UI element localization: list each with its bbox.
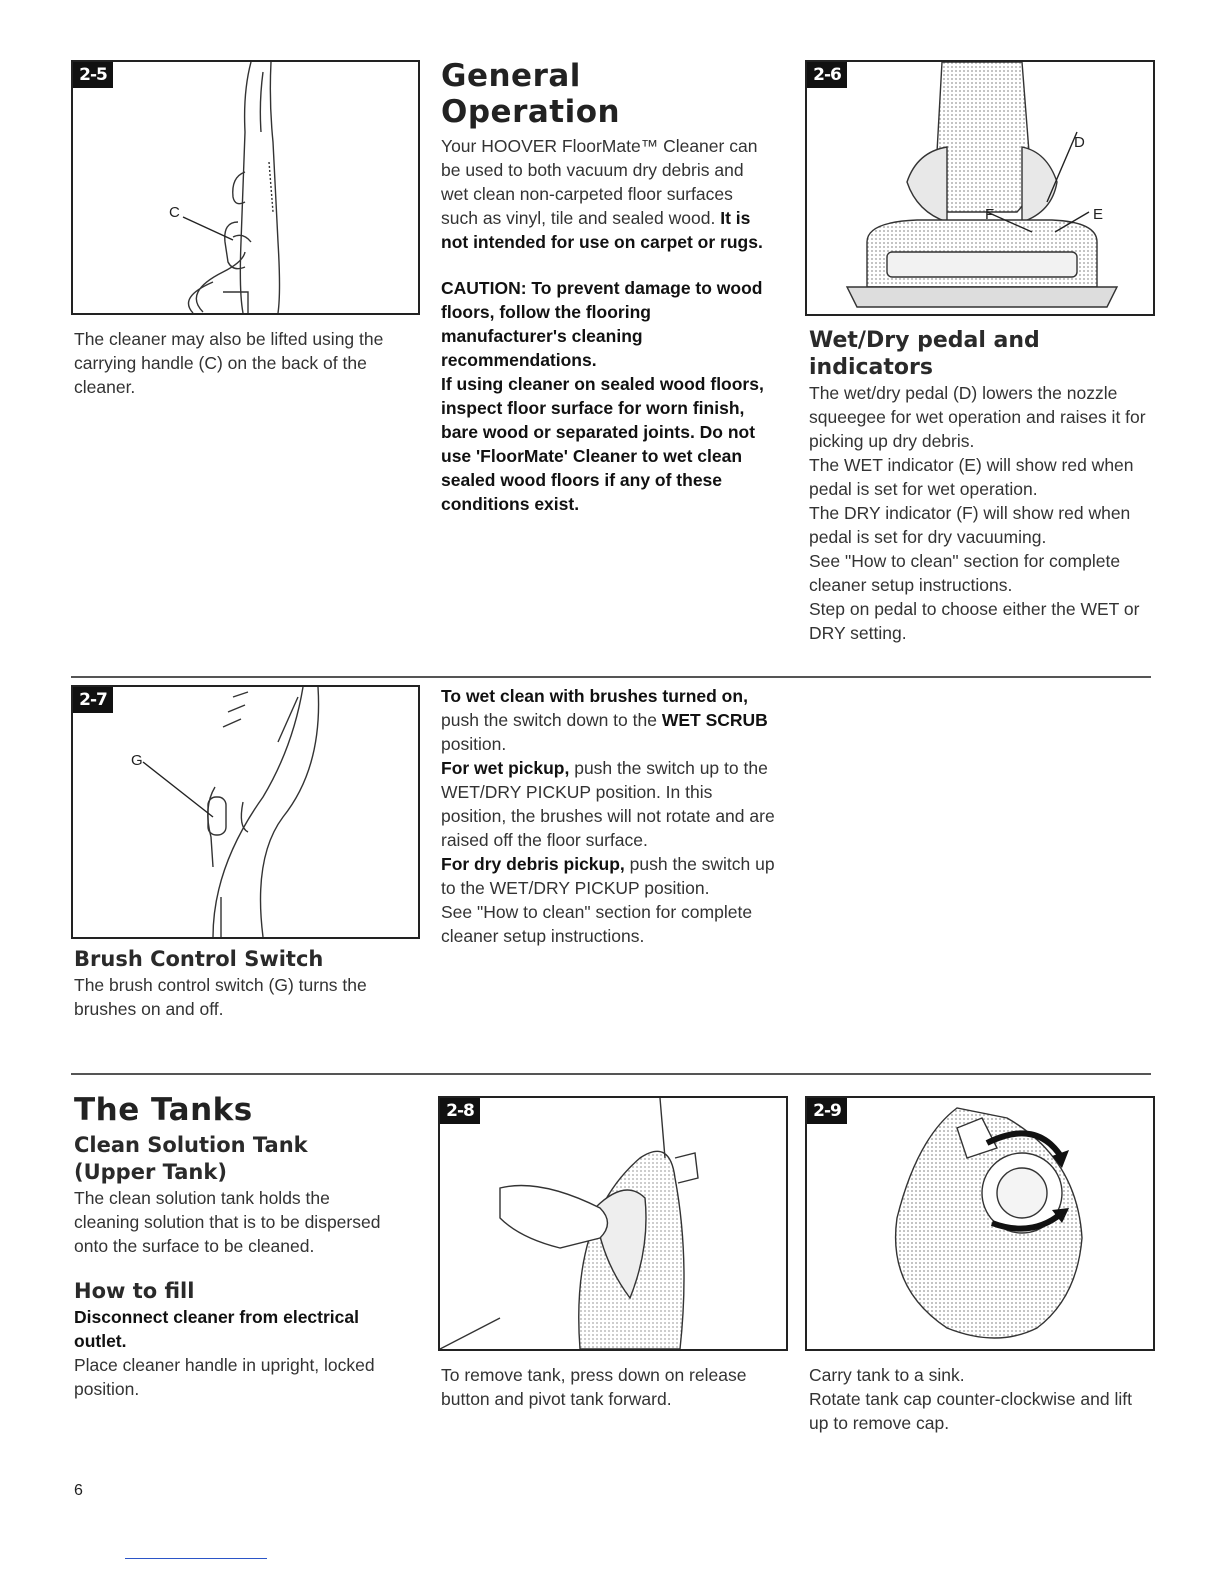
caution-text: CAUTION: To prevent damage to wood floors, follow the flooring manufacturer's cleaning recommendations. <box>441 278 763 370</box>
figure-badge: 2-8 <box>440 1098 480 1124</box>
figure-badge: 2-5 <box>73 62 113 88</box>
disconnect-warning: Disconnect cleaner from electrical outlet. <box>74 1307 359 1351</box>
wet-dry-section <box>809 327 1154 645</box>
cleaner-pedal-illustration <box>807 62 1153 314</box>
sealed-wood-warning: If using cleaner on sealed wood floors, inspect floor surface for worn finish, bare wood or separated joints. Do not use 'FloorMate' Cleaner to wet clean sealed wood floors if any of these conditions exist. <box>441 374 764 514</box>
brush-p4: See "How to clean" section for complete cleaner setup instructions. <box>441 902 753 946</box>
intro-text: Your HOOVER FloorMate™ Cleaner can be used to both vacuum dry debris and wet clean non-carpeted floor surfaces such as vinyl, tile and sealed wood. <box>441 136 758 228</box>
brush-p1-bold: To wet clean with brushes turned on, <box>441 686 748 706</box>
callout-f: F <box>985 206 995 223</box>
tank-cap-illustration <box>807 1098 1153 1349</box>
brush-instructions <box>441 684 781 948</box>
brush-p2 <box>441 756 781 852</box>
section-divider-2 <box>71 1073 1151 1075</box>
callout-d: D <box>1074 134 1085 151</box>
footer-link-line <box>125 1558 267 1559</box>
wet-scrub-label: WET SCRUB <box>661 710 768 730</box>
figure-2-7 <box>71 685 420 939</box>
brush-switch-illustration <box>73 687 418 937</box>
figure-badge: 2-9 <box>807 1098 847 1124</box>
remove-tank-illustration <box>440 1098 786 1349</box>
figure-2-8-caption: To remove tank, press down on release button and pivot tank forward. <box>441 1365 747 1409</box>
figure-2-5 <box>71 60 420 315</box>
general-operation-title: General Operation <box>441 58 621 130</box>
intro-bold-text: It is not intended for use on carpet or rugs. <box>441 208 763 252</box>
brush-p3 <box>441 852 781 900</box>
tanks-title: The Tanks <box>74 1092 253 1128</box>
wet-dry-title: Wet/Dry pedal and indicators <box>809 328 1040 380</box>
how-to-fill-title: How to fill <box>74 1279 195 1303</box>
callout-e: E <box>1093 206 1104 223</box>
tanks-section <box>74 1092 424 1401</box>
brush-p1-b: position. <box>441 734 507 754</box>
page-number: 6 <box>74 1482 83 1499</box>
figure-2-6 <box>805 60 1155 316</box>
brush-p1 <box>441 684 781 756</box>
wet-dry-p2: The WET indicator (E) will show red when pedal is set for wet operation. <box>809 455 1134 499</box>
brush-p2-bold: For wet pickup, <box>441 758 570 778</box>
figure-badge: 2-6 <box>807 62 847 88</box>
general-operation-section <box>441 58 771 516</box>
brush-p3-bold: For dry debris pickup, <box>441 854 625 874</box>
callout-g: G <box>131 752 143 769</box>
clean-tank-title: Clean Solution Tank (Upper Tank) <box>74 1133 308 1184</box>
how-to-fill-body: Place cleaner handle in upright, locked position. <box>74 1355 375 1399</box>
wet-dry-p1: The wet/dry pedal (D) lowers the nozzle squeegee for wet operation and raises it for picking up dry debris. <box>809 383 1146 451</box>
carry-tank-text: Carry tank to a sink. <box>809 1365 965 1385</box>
clean-tank-body: The clean solution tank holds the cleaning solution that is to be dispersed onto the surface to be cleaned. <box>74 1188 381 1256</box>
brush-section <box>74 946 424 1021</box>
rotate-cap-text: Rotate tank cap counter-clockwise and lift up to remove cap. <box>809 1389 1132 1433</box>
figure-2-5-caption: The cleaner may also be lifted using the carrying handle (C) on the back of the cleaner. <box>74 329 384 397</box>
cleaner-handle-illustration <box>73 62 418 313</box>
figure-2-8 <box>438 1096 788 1351</box>
wet-dry-p3: The DRY indicator (F) will show red when pedal is set for dry vacuuming. <box>809 503 1131 547</box>
figure-2-9 <box>805 1096 1155 1351</box>
figure-badge: 2-7 <box>73 687 113 713</box>
general-operation-intro <box>441 134 771 254</box>
wet-dry-p5: Step on pedal to choose either the WET or DRY setting. <box>809 599 1140 643</box>
brush-p3-rest: push the switch up to the WET/DRY PICKUP position. <box>441 854 775 898</box>
brush-body: The brush control switch (G) turns the brushes on and off. <box>74 975 367 1019</box>
wet-dry-p4: See "How to clean" section for complete cleaner setup instructions. <box>809 551 1121 595</box>
figure-2-9-captions <box>809 1363 1154 1435</box>
brush-p2-rest: push the switch up to the WET/DRY PICKUP position. In this position, the brushes will not rotate and are raised off the floor surface. <box>441 758 775 850</box>
brush-p1-a: push the switch down to the <box>441 710 662 730</box>
callout-c: C <box>169 204 180 221</box>
brush-title: Brush Control Switch <box>74 947 324 971</box>
section-divider-1 <box>71 676 1151 678</box>
